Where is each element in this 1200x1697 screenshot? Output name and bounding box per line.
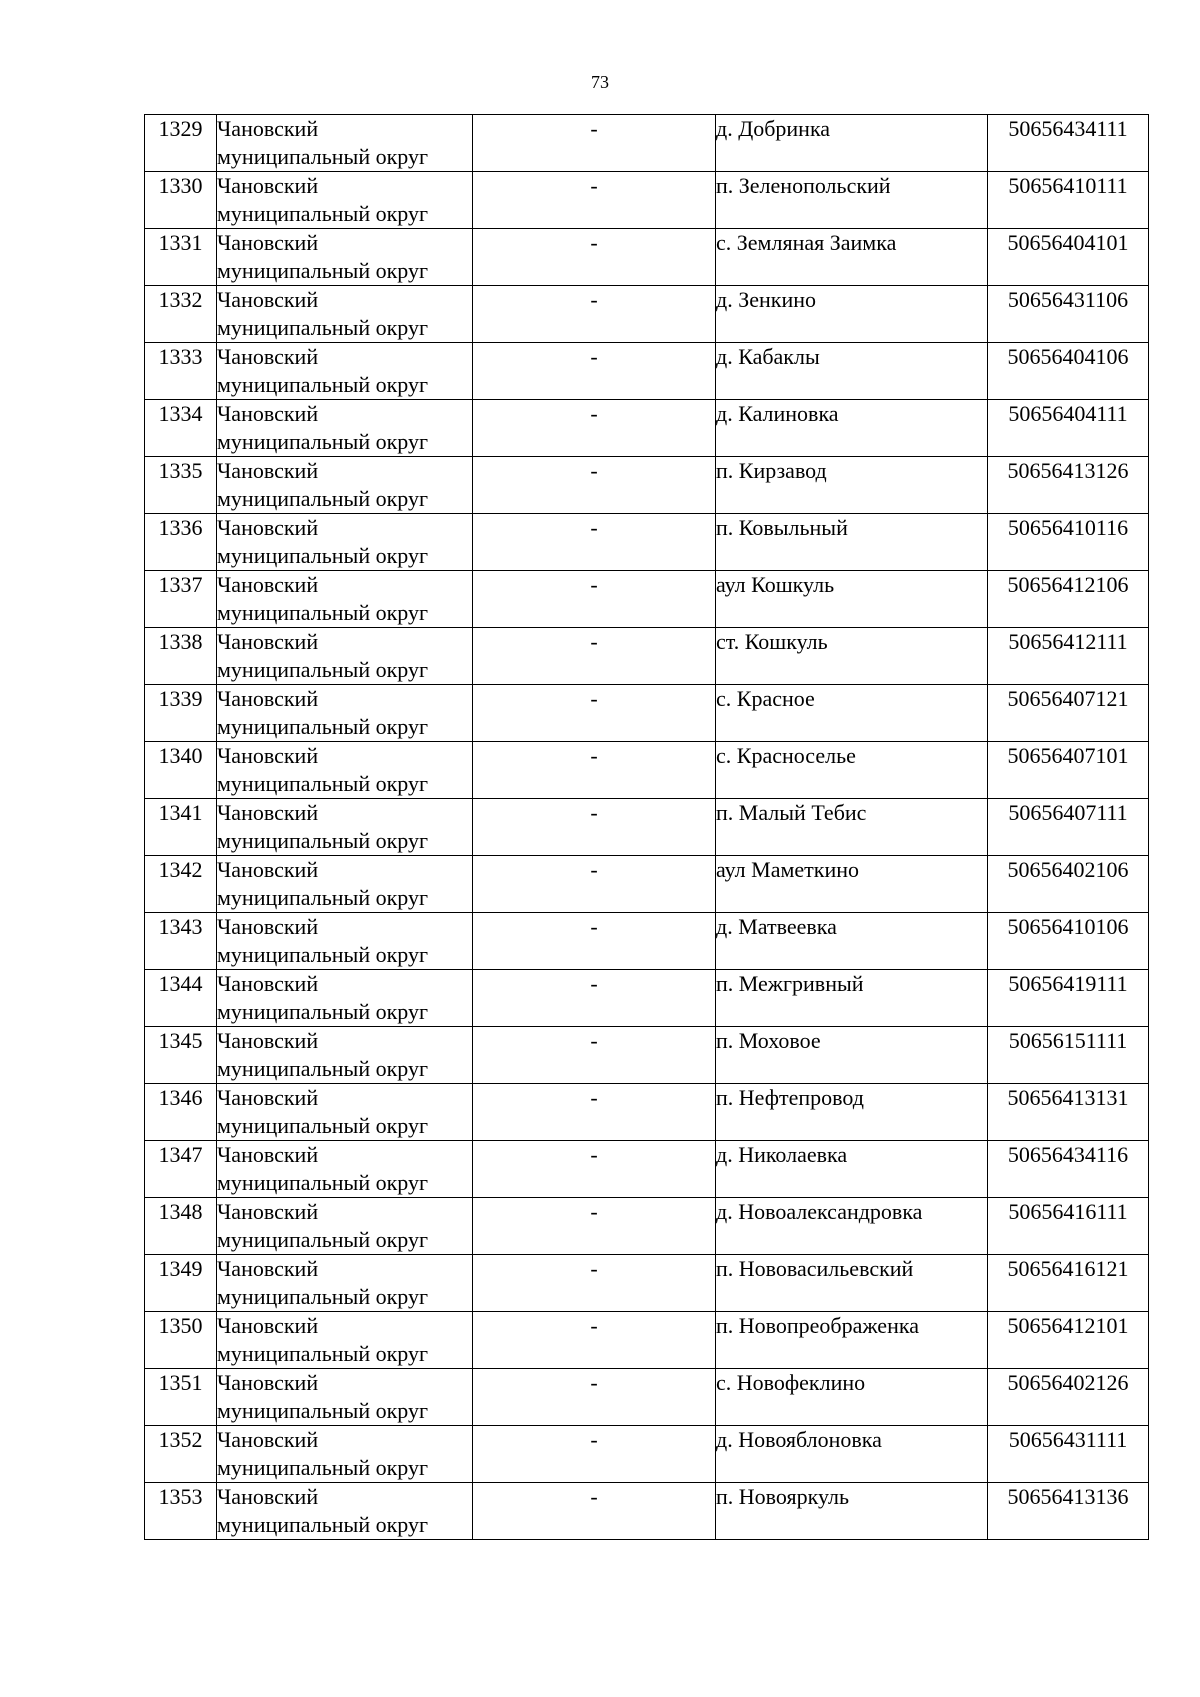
district-name: Чановский [217, 401, 319, 426]
table-row [145, 1198, 1149, 1255]
dash-cell: - [473, 1198, 716, 1255]
dash-cell: - [473, 913, 716, 970]
dash-cell: - [473, 1255, 716, 1312]
settlement-name: с. Новофеклино [716, 1369, 988, 1426]
settlement-name: с. Красноселье [716, 742, 988, 799]
district-name: Чановский [217, 230, 319, 255]
oktmo-code: 50656404101 [988, 229, 1149, 286]
table-row [145, 1084, 1149, 1141]
table-row [145, 1141, 1149, 1198]
table-row [145, 400, 1149, 457]
table-row [145, 1426, 1149, 1483]
district-name: Чановский [217, 1142, 319, 1167]
table-row [145, 457, 1149, 514]
district-name: Чановский [217, 629, 319, 654]
district-type: муниципальный округ [217, 372, 429, 397]
table-row [145, 172, 1149, 229]
district-name: Чановский [217, 458, 319, 483]
oktmo-code: 50656412106 [988, 571, 1149, 628]
row-number: 1337 [145, 571, 217, 628]
municipality-cell [217, 742, 473, 799]
oktmo-code: 50656402126 [988, 1369, 1149, 1426]
table-row [145, 628, 1149, 685]
district-name: Чановский [217, 914, 319, 939]
settlement-name: п. Межгривный [716, 970, 988, 1027]
settlement-name: д. Зенкино [716, 286, 988, 343]
district-name: Чановский [217, 1484, 319, 1509]
municipality-cell [217, 1426, 473, 1483]
table-row [145, 571, 1149, 628]
oktmo-code: 50656407121 [988, 685, 1149, 742]
settlement-name: с. Красное [716, 685, 988, 742]
dash-cell: - [473, 742, 716, 799]
table-row [145, 1312, 1149, 1369]
table-row [145, 229, 1149, 286]
dash-cell: - [473, 685, 716, 742]
district-type: муниципальный округ [217, 543, 429, 568]
dash-cell: - [473, 1426, 716, 1483]
row-number: 1352 [145, 1426, 217, 1483]
district-name: Чановский [217, 1028, 319, 1053]
table-row [145, 856, 1149, 913]
table-row [145, 343, 1149, 400]
settlement-name: аул Маметкино [716, 856, 988, 913]
settlement-name: п. Моховое [716, 1027, 988, 1084]
oktmo-code: 50656410111 [988, 172, 1149, 229]
municipality-cell [217, 1141, 473, 1198]
municipality-cell [217, 229, 473, 286]
row-number: 1353 [145, 1483, 217, 1540]
oktmo-code: 50656416121 [988, 1255, 1149, 1312]
dash-cell: - [473, 1312, 716, 1369]
settlement-name: д. Николаевка [716, 1141, 988, 1198]
district-type: муниципальный округ [217, 942, 429, 967]
table-row [145, 1369, 1149, 1426]
dash-cell: - [473, 799, 716, 856]
table-row [145, 514, 1149, 571]
table-row [145, 115, 1149, 172]
district-type: муниципальный округ [217, 600, 429, 625]
dash-cell: - [473, 172, 716, 229]
row-number: 1334 [145, 400, 217, 457]
row-number: 1336 [145, 514, 217, 571]
table-row [145, 1255, 1149, 1312]
table-row [145, 913, 1149, 970]
row-number: 1333 [145, 343, 217, 400]
municipality-cell [217, 685, 473, 742]
municipality-cell [217, 1369, 473, 1426]
district-type: муниципальный округ [217, 1455, 429, 1480]
district-name: Чановский [217, 572, 319, 597]
settlement-name: д. Матвеевка [716, 913, 988, 970]
district-type: муниципальный округ [217, 486, 429, 511]
municipality-cell [217, 856, 473, 913]
municipality-cell [217, 1483, 473, 1540]
oktmo-code: 50656407101 [988, 742, 1149, 799]
district-type: муниципальный округ [217, 1512, 429, 1537]
district-type: муниципальный округ [217, 1341, 429, 1366]
row-number: 1344 [145, 970, 217, 1027]
municipality-cell [217, 400, 473, 457]
district-type: муниципальный округ [217, 714, 429, 739]
dash-cell: - [473, 400, 716, 457]
municipality-cell [217, 970, 473, 1027]
table-row [145, 799, 1149, 856]
dash-cell: - [473, 1369, 716, 1426]
row-number: 1331 [145, 229, 217, 286]
municipality-cell [217, 1255, 473, 1312]
row-number: 1329 [145, 115, 217, 172]
oktmo-code: 50656151111 [988, 1027, 1149, 1084]
municipality-cell [217, 1027, 473, 1084]
oktmo-code: 50656419111 [988, 970, 1149, 1027]
district-name: Чановский [217, 743, 319, 768]
district-name: Чановский [217, 1370, 319, 1395]
district-name: Чановский [217, 1256, 319, 1281]
district-type: муниципальный округ [217, 885, 429, 910]
municipality-cell [217, 1084, 473, 1141]
row-number: 1343 [145, 913, 217, 970]
dash-cell: - [473, 1027, 716, 1084]
municipality-cell [217, 628, 473, 685]
district-type: муниципальный округ [217, 144, 429, 169]
district-name: Чановский [217, 1199, 319, 1224]
district-type: муниципальный округ [217, 828, 429, 853]
oktmo-code: 50656404111 [988, 400, 1149, 457]
row-number: 1341 [145, 799, 217, 856]
district-type: муниципальный округ [217, 1056, 429, 1081]
table-row [145, 742, 1149, 799]
table-row [145, 970, 1149, 1027]
district-name: Чановский [217, 1427, 319, 1452]
municipality-cell [217, 571, 473, 628]
municipality-cell [217, 913, 473, 970]
settlement-name: п. Ковыльный [716, 514, 988, 571]
district-name: Чановский [217, 971, 319, 996]
row-number: 1350 [145, 1312, 217, 1369]
settlement-name: с. Земляная Заимка [716, 229, 988, 286]
page-number: 73 [591, 72, 609, 92]
dash-cell: - [473, 1084, 716, 1141]
municipality-cell [217, 1312, 473, 1369]
settlement-name: ст. Кошкуль [716, 628, 988, 685]
dash-cell: - [473, 1483, 716, 1540]
table-row [145, 685, 1149, 742]
settlement-name: п. Кирзавод [716, 457, 988, 514]
dash-cell: - [473, 856, 716, 913]
row-number: 1345 [145, 1027, 217, 1084]
row-number: 1342 [145, 856, 217, 913]
table-row [145, 1483, 1149, 1540]
row-number: 1340 [145, 742, 217, 799]
dash-cell: - [473, 343, 716, 400]
settlement-name: д. Добринка [716, 115, 988, 172]
oktmo-code: 50656431106 [988, 286, 1149, 343]
row-number: 1330 [145, 172, 217, 229]
district-type: муниципальный округ [217, 258, 429, 283]
oktmo-code: 50656413136 [988, 1483, 1149, 1540]
oktmo-code: 50656402106 [988, 856, 1149, 913]
settlements-table [144, 114, 1149, 1540]
oktmo-code: 50656434111 [988, 115, 1149, 172]
district-type: муниципальный округ [217, 1113, 429, 1138]
row-number: 1351 [145, 1369, 217, 1426]
municipality-cell [217, 457, 473, 514]
oktmo-code: 50656416111 [988, 1198, 1149, 1255]
oktmo-code: 50656413126 [988, 457, 1149, 514]
settlement-name: д. Кабаклы [716, 343, 988, 400]
oktmo-code: 50656434116 [988, 1141, 1149, 1198]
dash-cell: - [473, 970, 716, 1027]
district-name: Чановский [217, 515, 319, 540]
dash-cell: - [473, 457, 716, 514]
district-name: Чановский [217, 173, 319, 198]
oktmo-code: 50656407111 [988, 799, 1149, 856]
municipality-cell [217, 343, 473, 400]
dash-cell: - [473, 1141, 716, 1198]
settlement-name: п. Малый Тебис [716, 799, 988, 856]
oktmo-code: 50656412101 [988, 1312, 1149, 1369]
settlement-name: д. Калиновка [716, 400, 988, 457]
district-type: муниципальный округ [217, 999, 429, 1024]
district-name: Чановский [217, 1313, 319, 1338]
district-name: Чановский [217, 1085, 319, 1110]
dash-cell: - [473, 229, 716, 286]
settlement-name: п. Новояркуль [716, 1483, 988, 1540]
row-number: 1348 [145, 1198, 217, 1255]
row-number: 1332 [145, 286, 217, 343]
dash-cell: - [473, 115, 716, 172]
municipality-cell [217, 514, 473, 571]
settlement-name: п. Новопреображенка [716, 1312, 988, 1369]
district-type: муниципальный округ [217, 657, 429, 682]
row-number: 1346 [145, 1084, 217, 1141]
district-type: муниципальный округ [217, 315, 429, 340]
settlement-name: п. Нововасильевский [716, 1255, 988, 1312]
district-type: муниципальный округ [217, 1227, 429, 1252]
district-name: Чановский [217, 800, 319, 825]
dash-cell: - [473, 514, 716, 571]
table-row [145, 286, 1149, 343]
settlement-name: аул Кошкуль [716, 571, 988, 628]
row-number: 1339 [145, 685, 217, 742]
oktmo-code: 50656410106 [988, 913, 1149, 970]
row-number: 1338 [145, 628, 217, 685]
dash-cell: - [473, 286, 716, 343]
district-name: Чановский [217, 287, 319, 312]
municipality-cell [217, 172, 473, 229]
district-name: Чановский [217, 857, 319, 882]
municipality-cell [217, 286, 473, 343]
district-type: муниципальный округ [217, 1284, 429, 1309]
table-row [145, 1027, 1149, 1084]
district-type: муниципальный округ [217, 1170, 429, 1195]
municipality-cell [217, 799, 473, 856]
district-name: Чановский [217, 116, 319, 141]
district-name: Чановский [217, 686, 319, 711]
row-number: 1349 [145, 1255, 217, 1312]
settlement-name: п. Нефтепровод [716, 1084, 988, 1141]
oktmo-code: 50656413131 [988, 1084, 1149, 1141]
district-type: муниципальный округ [217, 429, 429, 454]
settlement-name: д. Новоалександровка [716, 1198, 988, 1255]
settlements-table-body [145, 115, 1149, 1540]
district-name: Чановский [217, 344, 319, 369]
oktmo-code: 50656431111 [988, 1426, 1149, 1483]
settlement-name: п. Зеленопольский [716, 172, 988, 229]
dash-cell: - [473, 628, 716, 685]
district-type: муниципальный округ [217, 1398, 429, 1423]
district-type: муниципальный округ [217, 201, 429, 226]
municipality-cell [217, 115, 473, 172]
oktmo-code: 50656410116 [988, 514, 1149, 571]
row-number: 1335 [145, 457, 217, 514]
municipality-cell [217, 1198, 473, 1255]
settlement-name: д. Новояблоновка [716, 1426, 988, 1483]
dash-cell: - [473, 571, 716, 628]
oktmo-code: 50656412111 [988, 628, 1149, 685]
row-number: 1347 [145, 1141, 217, 1198]
district-type: муниципальный округ [217, 771, 429, 796]
oktmo-code: 50656404106 [988, 343, 1149, 400]
